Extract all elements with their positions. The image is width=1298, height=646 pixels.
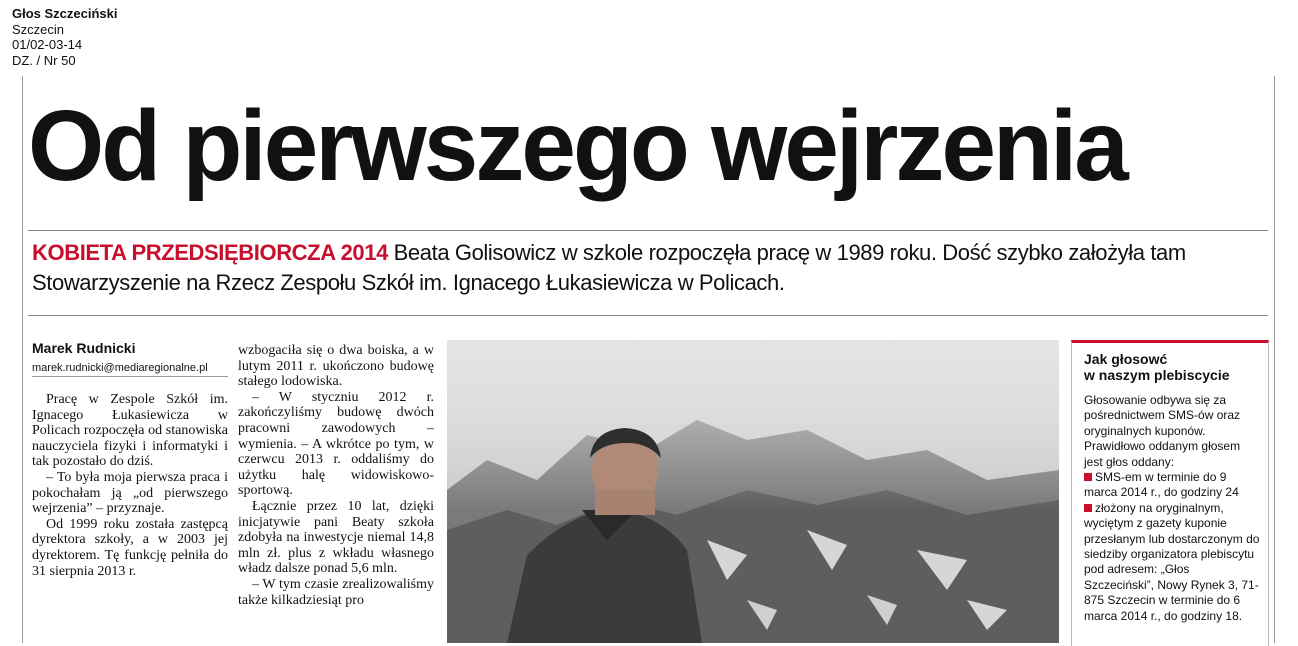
paragraph: – W styczniu 2012 r. zakończyliśmy budowę dwóch pracowni zawodowych – wymienia. – A wkrótce po tym, w czerwcu 2013 r. oddaliśmy do użytku halę widowiskowo-sportową. [238, 389, 434, 499]
sidebar-text [1084, 393, 1262, 624]
voting-sidebar [1071, 340, 1269, 646]
sidebar-title-line: w naszym plebiscycie [1084, 367, 1230, 383]
author-email: marek.rudnicki@mediaregionalne.pl [32, 362, 228, 377]
bullet-square-icon [1084, 473, 1092, 481]
bullet-square-icon [1084, 504, 1092, 512]
article-column-1 [32, 392, 228, 579]
sidebar-title [1084, 351, 1230, 383]
publication-city: Szczecin [12, 21, 65, 37]
article-column-2 [238, 343, 434, 608]
divider [28, 230, 1268, 231]
publication-edition: DZ. / Nr 50 [12, 52, 76, 68]
photo-image [447, 340, 1059, 643]
paragraph: – W tym czasie zrealizowaliśmy także kilkadziesiąt pro [238, 576, 434, 608]
clipping-meta [12, 6, 118, 68]
left-border [22, 76, 23, 643]
lead-paragraph [32, 238, 1262, 298]
divider [28, 315, 1268, 316]
author-name: Marek Rudnicki [32, 340, 136, 356]
sidebar-title-line: Jak głosowć [1084, 351, 1168, 367]
publication-name: Głos Szczeciński [12, 6, 118, 21]
sidebar-item [1084, 501, 1262, 624]
publication-date: 01/02-03-14 [12, 37, 83, 52]
paragraph: wzbogaciła się o dwa boiska, a w lutym 2011 r. ukończono budowę stałego lodowiska. [238, 343, 434, 390]
sidebar-item-text: SMS-em w terminie do 9 marca 2014 r., do godziny 24 [1084, 470, 1239, 500]
lead-kicker: KOBIETA PRZEDSIĘBIORCZA 2014 [32, 240, 388, 265]
sidebar-item-text: złożony na oryginalnym, wyciętym z gazety kuponie przesłanym lub dostarczonym do siedziby organizatora plebiscytu pod adresem: „Głos Szczeciński”, Nowy Rynek 3, 71-875 Szczecin w terminie do 6 marca 2014 r., do godziny 18. [1084, 500, 1260, 623]
lead-text: Beata Golisowicz w szkole rozpoczęła pracę w 1989 roku. Dość szybko założyła tam Stowarzyszenie na Rzecz Zespołu Szkół im. Ignacego Łukasiewicza w Policach. [32, 240, 1186, 295]
headline: Od pierwszego wejrzenia [28, 90, 1126, 202]
sidebar-item [1084, 470, 1262, 501]
paragraph: Od 1999 roku została zastępcą dyrektora szkoły, a w 2003 jej dyrektorem. Tę funkcję pełniła do 31 sierpnia 2013 r. [32, 516, 228, 579]
article-photo [447, 340, 1059, 643]
right-border [1274, 76, 1275, 643]
paragraph: Pracę w Zespole Szkół im. Ignacego Łukasiewicza w Policach rozpoczęła od stanowiska nauczyciela fizyki i informatyki i tak pozostało do dziś. [32, 392, 228, 470]
sidebar-intro: Głosowanie odbywa się za pośrednictwem SMS-ów oraz oryginalnych kuponów. Prawidłowo oddanym głosem jest głos oddany: [1084, 393, 1241, 469]
paragraph: – To była moja pierwsza praca i pokochałam ją „od pierwszego wejrzenia” – przyznaje. [32, 469, 228, 517]
paragraph: Łącznie przez 10 lat, dzięki inicjatywie pani Beaty szkoła zdobyła na inwestycje niemal 14,8 mln zł. plus z wkładu własnego władz dalsze ponad 5,6 mln. [238, 498, 434, 577]
